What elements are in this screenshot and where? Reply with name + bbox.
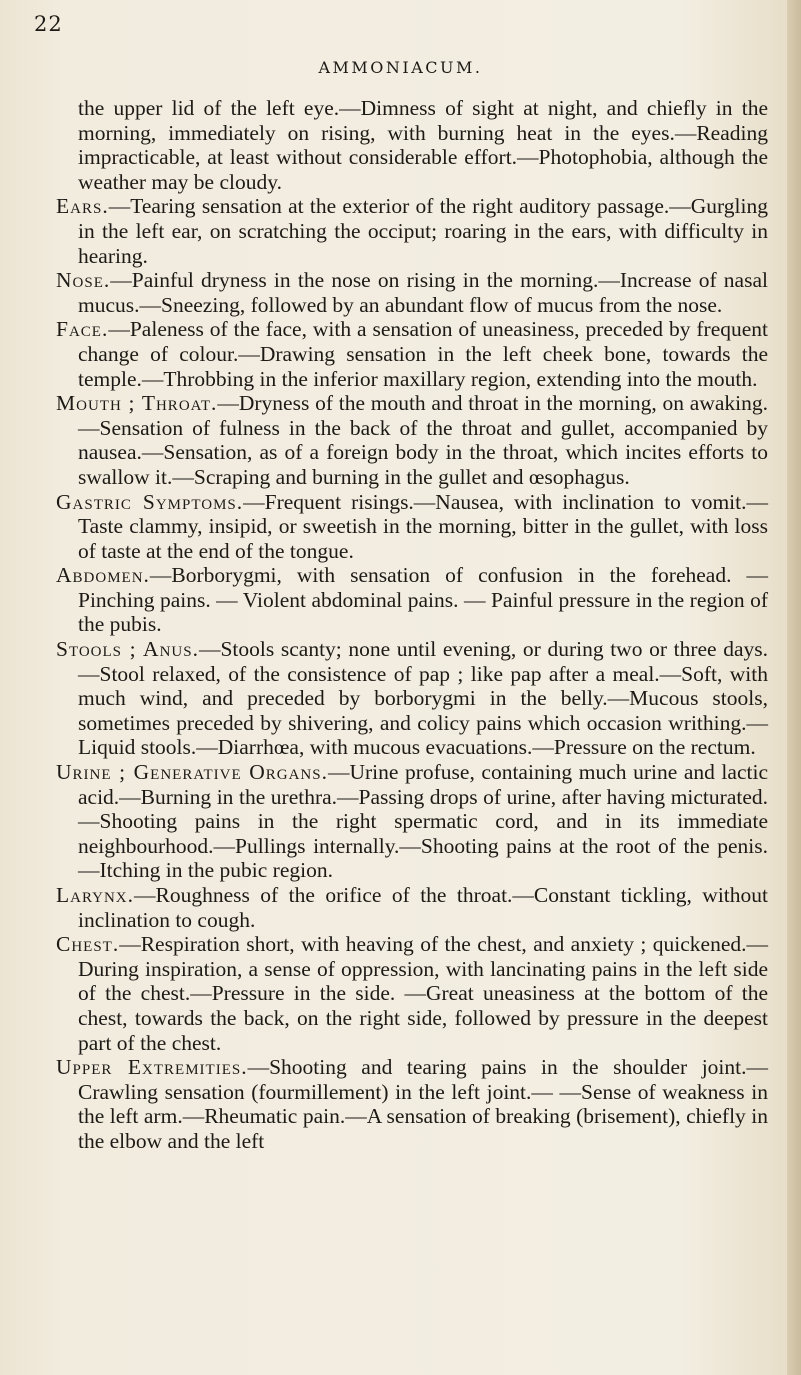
section-heading: Face. [56,317,109,342]
paragraph-text: —Tearing sensation at the exterior of the right auditory passage.—Gurgling in the left ear, on scratching the occiput; roaring in the ears, with difficulty in hearing. [78,194,768,268]
section-heading: Stools ; Anus. [56,637,199,662]
paragraph-text: —Borborygmi, with sensation of confusion in the forehead. — Pinching pains. — Violent abdominal pains. — Painful pressure in the region of the pubis. [78,563,768,637]
section-heading: Ears. [56,194,109,219]
section-heading: Nose. [56,268,111,293]
paragraph-text: —Stools scanty; none until evening, or during two or three days.—Stool relaxed, of the consistence of pap ; like pap after a meal.—Soft, with much wind, and preceded by borborygmi in the belly.—Mucous stools, sometimes preceded by shivering, and colicy pains which occasion writhing.—Liquid stools.—Diarrhœa, with mucous evacuations.—Pressure on the rectum. [78,637,768,760]
paragraph-text: —Paleness of the face, with a sensation of uneasiness, preceded by frequent change of colour.—Drawing sensation in the left cheek bone, towards the temple.—Throbbing in the inferior maxillary region, extending into the mouth. [78,317,768,391]
paragraph-text: the upper lid of the left eye.—Dimness of sight at night, and chiefly in the morning, immediately on rising, with burning heat in the eyes.—Reading impracticable, at least without considerable effort.—Photophobia, although the weather may be cloudy. [78,96,768,194]
paragraph-ears [56,194,768,268]
section-heading: Upper Extremities. [56,1055,248,1080]
section-heading: Urine ; Generative Organs. [56,760,328,785]
section-heading: Abdomen. [56,563,150,588]
section-heading: Mouth ; Throat. [56,391,218,416]
paragraph-gastric [56,490,768,564]
paragraph-text: —Urine profuse, containing much urine and lactic acid.—Burning in the urethra.—Passing drops of urine, after having micturated.—Shooting pains in the right spermatic cord, and in its immediate neighbourhood.—Pullings internally.—Shooting pains at the root of the penis.—Itching in the pubic region. [78,760,768,883]
paragraph-text: —Respiration short, with heaving of the chest, and anxiety ; quickened.—During inspiration, a sense of oppression, with lancinating pains in the left side of the chest.—Pressure in the side. —Great uneasiness at the bottom of the chest, towards the back, on the right side, followed by pressure in the deepest part of the chest. [78,932,768,1055]
paragraph-face [56,317,768,391]
section-heading: Larynx. [56,883,135,907]
paragraph-stools [56,637,768,760]
paragraph-text: —Frequent risings.—Nausea, with inclination to vomit.—Taste clammy, insipid, or sweetish in the morning, bitter in the gullet, with loss of taste at the end of the tongue. [78,489,768,563]
page-edge-shadow [787,0,801,1375]
body-text [56,96,768,1154]
paragraph-urine [56,760,768,883]
page-number: 22 [34,12,63,36]
running-head: AMMONIACUM. [318,58,483,77]
paragraph-text: —Shooting and tearing pains in the shoulder joint.—Crawling sensation (fourmillement) in the left joint.— —Sense of weakness in the left arm.—Rheumatic pain.—A sensation of breaking (brisement), chiefly in the elbow and the left [78,1055,768,1153]
section-heading: Gastric Symptoms. [56,489,244,514]
paragraph-chest [56,932,768,1055]
paragraph-text: —Roughness of the orifice of the throat.—Constant tickling, without inclination to cough. [78,883,768,932]
paragraph-nose [56,268,768,317]
paragraph-mouth-throat [56,391,768,489]
paragraph-text: —Painful dryness in the nose on rising in the morning.—Increase of nasal mucus.—Sneezing, followed by an abundant flow of mucus from the nose. [78,268,768,317]
paragraph-larynx [56,883,768,932]
paragraph-upper-extremities [56,1055,768,1153]
paragraph-abdomen [56,563,768,637]
section-heading: Chest. [56,932,120,957]
paragraph-eyes-continued [56,96,768,194]
paragraph-text: —Dryness of the mouth and throat in the morning, on awaking.—Sensation of fulness in the back of the throat and gullet, accompanied by nausea.—Sensation, as of a foreign body in the throat, which incites efforts to swallow it.—Scraping and burning in the gullet and œsophagus. [78,391,768,489]
